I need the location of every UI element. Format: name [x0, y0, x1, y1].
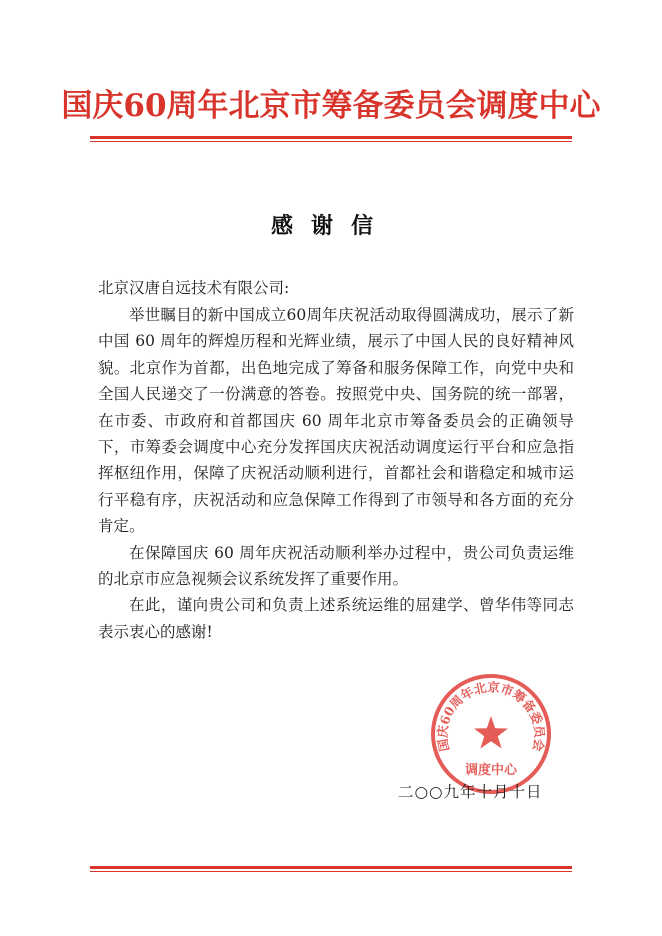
letterhead-title: 国庆60周年北京市筹备委员会调度中心 — [61, 88, 601, 124]
letterhead-rule-thin — [90, 141, 572, 142]
body-paragraph: 在保障国庆 60 周年庆祝活动顺利举办过程中，贵公司负责运维的北京市应急视频会议系统发挥了重要作用。 — [98, 543, 574, 589]
svg-text:调度中心: 调度中心 — [464, 763, 518, 778]
footer-rule-thick — [90, 866, 572, 869]
footer-rule-thin — [90, 871, 572, 872]
svg-text:国庆60周年北京市筹备委员会: 国庆60周年北京市筹备委员会 — [434, 679, 548, 753]
official-seal-icon — [429, 672, 553, 796]
body-paragraph: 举世瞩目的新中国成立60周年庆祝活动取得圆满成功，展示了新中国 60 周年的辉煌历程和光辉业绩，展示了中国人民的良好精神风貌。北京作为首都，出色地完成了筹备和服务保障工作，向党中央和全国人民递交了一份满意的答卷。按照党中央、国务院的统一部署，在市委、市政府和首都国庆 60 周年北京市筹备委员会的正确领导下，市筹委会调度中心充分发挥国庆庆祝活动调度运行平台和应急指挥枢纽作用，保障了庆祝活动顺利进行，首都社会和谐稳定和城市运行平稳有序，庆祝活动和应急保障工作得到了市领导和各方面的充分肯定。 — [98, 306, 574, 536]
body-paragraph: 在此，谨向贵公司和负责上述系统运维的屈建学、曾华伟等同志表示衷心的感谢! — [98, 596, 574, 641]
salutation: 北京汉唐自远技术有限公司: — [98, 279, 290, 297]
letter-body — [98, 302, 574, 645]
letter-date: 二○○九年十月十日 — [398, 783, 543, 801]
letterhead-rule-thick — [90, 136, 572, 139]
letter-title: 感谢信 — [270, 213, 391, 239]
